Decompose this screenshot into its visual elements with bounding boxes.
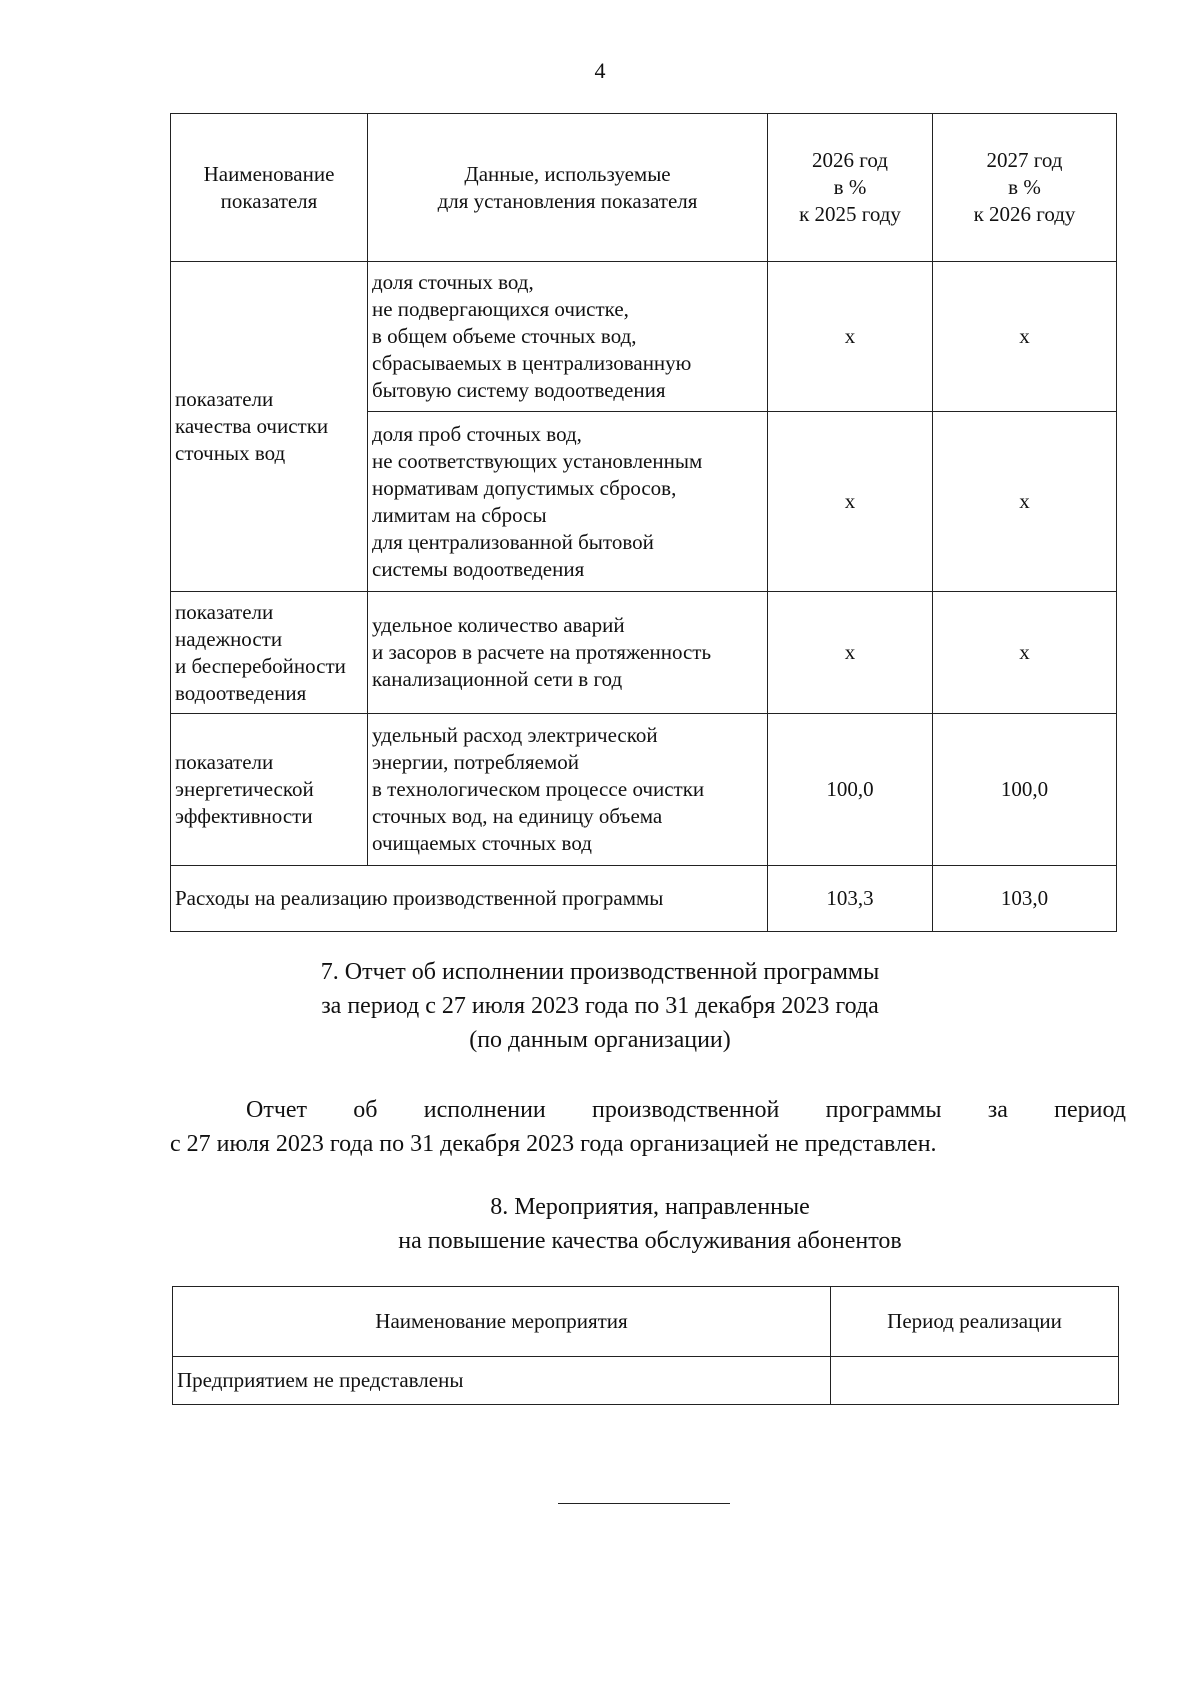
indicator-data: доля проб сточных вод, не соответствующих установленным нормативам допустимых сбросов, лимитам на сбросы для централизованной бытовой системы водоотведения <box>368 412 768 592</box>
header-measure-name: Наименование мероприятия <box>173 1287 831 1357</box>
indicator-data: доля сточных вод, не подвергающихся очистке, в общем объеме сточных вод, сбрасываемых в централизованную бытовую систему водоотведения <box>368 262 768 412</box>
indicator-data: удельный расход электрической энергии, потребляемой в технологическом процессе очистки сточных вод, на единицу объема очищаемых сточных вод <box>368 714 768 866</box>
end-separator-line <box>558 1503 730 1504</box>
header-name: Наименование показателя <box>171 114 368 262</box>
section-7-title: 7. Отчет об исполнении производственной программы за период с 27 июля 2023 года по 31 декабря 2023 года (по данным организации) <box>320 959 880 1053</box>
total-value-2027: 103,0 <box>933 866 1117 932</box>
table-row <box>171 262 1117 412</box>
table-row <box>171 714 1117 866</box>
value-2027: х <box>933 262 1117 412</box>
indicator-group-name: показатели надежности и бесперебойности водоотведения <box>171 592 368 714</box>
header-period: Период реализации <box>831 1287 1119 1357</box>
table-row <box>173 1357 1119 1405</box>
page-number: 4 <box>594 58 606 83</box>
header-year-2026: 2026 год в % к 2025 году <box>768 114 933 262</box>
measures-table <box>172 1286 1119 1405</box>
header-data: Данные, используемые для установления показателя <box>368 114 768 262</box>
table-row <box>171 592 1117 714</box>
value-2027: х <box>933 592 1117 714</box>
value-2027: х <box>933 412 1117 592</box>
value-2026: х <box>768 262 933 412</box>
table-total-row <box>171 866 1117 932</box>
table-header-row <box>171 114 1117 262</box>
value-2026: х <box>768 412 933 592</box>
value-2026: х <box>768 592 933 714</box>
value-2026: 100,0 <box>768 714 933 866</box>
measure-name: Предприятием не представлены <box>173 1357 831 1405</box>
indicator-group-name: показатели качества очистки сточных вод <box>171 262 368 592</box>
header-year-2027: 2027 год в % к 2026 году <box>933 114 1117 262</box>
indicators-table <box>170 113 1117 932</box>
total-value-2026: 103,3 <box>768 866 933 932</box>
measure-period <box>831 1357 1119 1405</box>
paragraph-line: с 27 июля 2023 года по 31 декабря 2023 года организацией не представлен. <box>170 1131 937 1157</box>
indicator-data: удельное количество аварий и засоров в расчете на протяженность канализационной сети в год <box>368 592 768 714</box>
value-2027: 100,0 <box>933 714 1117 866</box>
section-8-title: 8. Мероприятия, направленные на повышение качества обслуживания абонентов <box>398 1194 902 1254</box>
section-7-paragraph <box>170 1093 1126 1161</box>
indicator-group-name: показатели энергетической эффективности <box>171 714 368 866</box>
total-label: Расходы на реализацию производственной программы <box>171 866 768 932</box>
table-header-row <box>173 1287 1119 1357</box>
paragraph-line: Отчет об исполнении производственной программы за период <box>246 1097 1126 1123</box>
